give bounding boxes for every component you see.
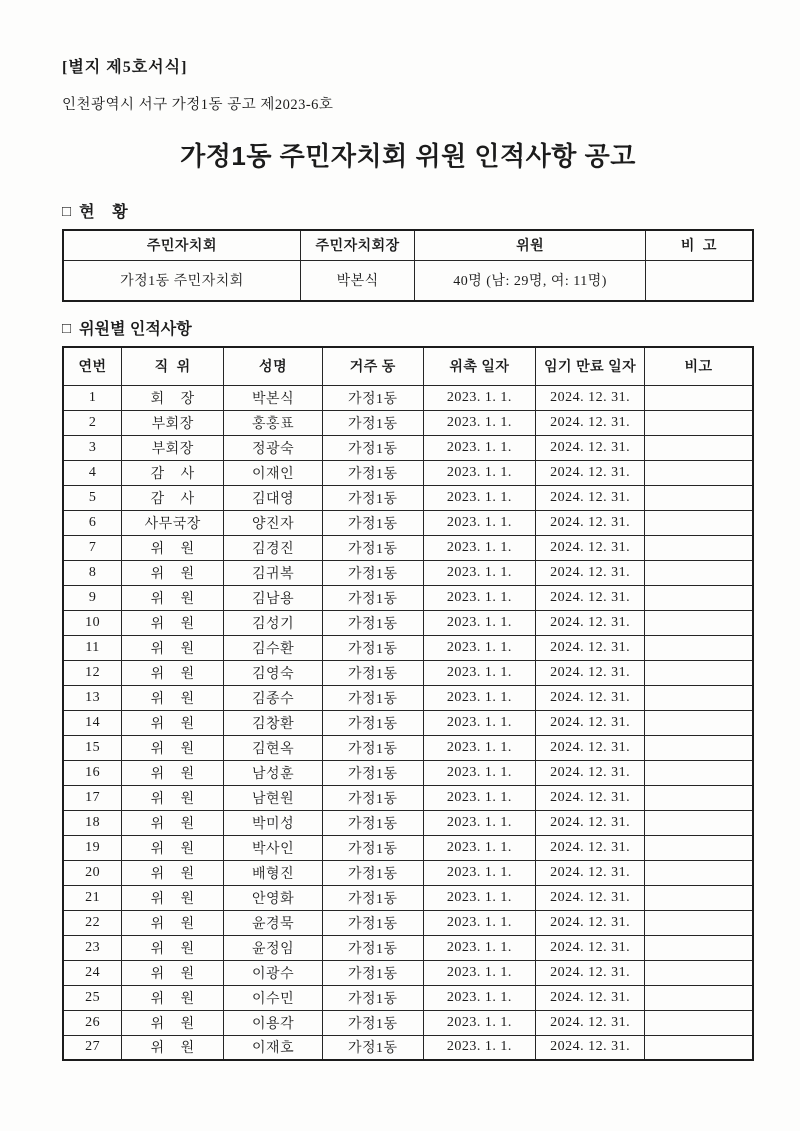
table-row <box>63 885 753 910</box>
table-row <box>63 385 753 410</box>
column-header: 비 고 <box>645 230 753 260</box>
table-row <box>63 435 753 460</box>
table-cell: 위 원 <box>122 535 224 560</box>
table-cell: 가정1동 <box>322 585 423 610</box>
table-cell: 2023. 1. 1. <box>423 635 535 660</box>
table-cell: 가정1동 <box>322 860 423 885</box>
table-cell: 2023. 1. 1. <box>423 485 535 510</box>
table-cell <box>645 885 753 910</box>
table-cell: 김성기 <box>224 610 323 635</box>
table-cell <box>645 985 753 1010</box>
column-header: 임기 만료 일자 <box>536 347 645 385</box>
table-row <box>63 610 753 635</box>
table-cell: 위 원 <box>122 835 224 860</box>
table-cell <box>645 635 753 660</box>
table-cell: 배형진 <box>224 860 323 885</box>
table-cell: 2023. 1. 1. <box>423 785 535 810</box>
table-cell: 감 사 <box>122 460 224 485</box>
table-cell: 위 원 <box>122 735 224 760</box>
table-cell: 위 원 <box>122 685 224 710</box>
table-cell <box>645 1010 753 1035</box>
table-cell: 2024. 12. 31. <box>536 835 645 860</box>
table-cell: 가정1동 <box>322 910 423 935</box>
table-cell: 3 <box>63 435 122 460</box>
table-row <box>63 960 753 985</box>
table-cell: 2 <box>63 410 122 435</box>
table-cell: 김현옥 <box>224 735 323 760</box>
table-row <box>63 485 753 510</box>
table-cell: 2023. 1. 1. <box>423 935 535 960</box>
table-cell: 위 원 <box>122 935 224 960</box>
table-cell: 4 <box>63 460 122 485</box>
table-cell: 양진자 <box>224 510 323 535</box>
table-cell <box>645 385 753 410</box>
table-cell: 가정1동 주민자치회 <box>63 260 300 301</box>
table-cell: 위 원 <box>122 585 224 610</box>
table-cell <box>645 535 753 560</box>
status-table-header-row <box>63 230 753 260</box>
table-cell: 2024. 12. 31. <box>536 385 645 410</box>
table-cell: 가정1동 <box>322 660 423 685</box>
members-table <box>62 346 754 1061</box>
table-row <box>63 710 753 735</box>
table-cell: 2023. 1. 1. <box>423 660 535 685</box>
table-cell: 2024. 12. 31. <box>536 935 645 960</box>
table-cell: 사무국장 <box>122 510 224 535</box>
table-cell: 2023. 1. 1. <box>423 910 535 935</box>
table-cell <box>645 460 753 485</box>
table-cell: 2024. 12. 31. <box>536 760 645 785</box>
table-cell: 2024. 12. 31. <box>536 860 645 885</box>
table-cell: 12 <box>63 660 122 685</box>
table-cell: 13 <box>63 685 122 710</box>
table-cell: 김수환 <box>224 635 323 660</box>
table-cell: 2024. 12. 31. <box>536 785 645 810</box>
table-cell: 회 장 <box>122 385 224 410</box>
table-cell: 40명 (남: 29명, 여: 11명) <box>415 260 645 301</box>
table-cell <box>645 685 753 710</box>
table-cell: 가정1동 <box>322 760 423 785</box>
table-cell <box>645 585 753 610</box>
table-cell: 김대영 <box>224 485 323 510</box>
table-cell: 박미성 <box>224 810 323 835</box>
table-cell: 가정1동 <box>322 1035 423 1060</box>
table-cell: 2023. 1. 1. <box>423 560 535 585</box>
table-cell: 가정1동 <box>322 885 423 910</box>
table-cell: 이용각 <box>224 1010 323 1035</box>
table-cell: 2023. 1. 1. <box>423 860 535 885</box>
table-cell: 가정1동 <box>322 935 423 960</box>
table-row <box>63 460 753 485</box>
table-cell: 박본식 <box>224 385 323 410</box>
table-cell: 2024. 12. 31. <box>536 810 645 835</box>
table-cell: 가정1동 <box>322 685 423 710</box>
table-cell <box>645 835 753 860</box>
table-cell: 정광숙 <box>224 435 323 460</box>
table-row <box>63 910 753 935</box>
table-cell: 위 원 <box>122 560 224 585</box>
table-cell <box>645 610 753 635</box>
table-cell: 14 <box>63 710 122 735</box>
table-cell: 가정1동 <box>322 460 423 485</box>
table-row <box>63 685 753 710</box>
table-cell: 2024. 12. 31. <box>536 510 645 535</box>
table-cell: 위 원 <box>122 985 224 1010</box>
table-cell: 2023. 1. 1. <box>423 460 535 485</box>
table-cell: 2023. 1. 1. <box>423 960 535 985</box>
table-cell: 2023. 1. 1. <box>423 535 535 560</box>
table-cell: 가정1동 <box>322 610 423 635</box>
table-cell <box>645 735 753 760</box>
table-cell: 위 원 <box>122 760 224 785</box>
table-cell: 2024. 12. 31. <box>536 710 645 735</box>
square-bullet-icon: □ <box>62 320 72 337</box>
table-row <box>63 860 753 885</box>
table-cell: 안영화 <box>224 885 323 910</box>
table-cell <box>645 660 753 685</box>
table-cell: 24 <box>63 960 122 985</box>
table-row <box>63 535 753 560</box>
table-cell: 위 원 <box>122 1035 224 1060</box>
table-cell: 박본식 <box>300 260 415 301</box>
table-cell: 1 <box>63 385 122 410</box>
table-cell: 2023. 1. 1. <box>423 385 535 410</box>
table-cell: 26 <box>63 1010 122 1035</box>
table-row <box>63 1035 753 1060</box>
table-cell: 김남용 <box>224 585 323 610</box>
table-cell: 가정1동 <box>322 835 423 860</box>
table-cell: 가정1동 <box>322 735 423 760</box>
table-cell: 15 <box>63 735 122 760</box>
table-cell: 2024. 12. 31. <box>536 885 645 910</box>
form-reference-label: [별지 제5호서식] <box>62 59 188 76</box>
table-cell: 2024. 12. 31. <box>536 560 645 585</box>
status-table <box>62 229 754 302</box>
section-members-heading <box>62 316 754 339</box>
table-cell: 21 <box>63 885 122 910</box>
table-cell: 이재인 <box>224 460 323 485</box>
column-header: 직 위 <box>122 347 224 385</box>
table-cell: 위 원 <box>122 910 224 935</box>
table-cell: 2023. 1. 1. <box>423 685 535 710</box>
table-row <box>63 985 753 1010</box>
table-cell <box>645 710 753 735</box>
table-cell: 김창환 <box>224 710 323 735</box>
table-cell: 2023. 1. 1. <box>423 710 535 735</box>
table-cell: 8 <box>63 560 122 585</box>
table-cell: 2023. 1. 1. <box>423 610 535 635</box>
table-cell: 2024. 12. 31. <box>536 535 645 560</box>
table-cell: 위 원 <box>122 785 224 810</box>
table-cell: 6 <box>63 510 122 535</box>
table-cell: 2024. 12. 31. <box>536 610 645 635</box>
table-cell: 18 <box>63 810 122 835</box>
table-cell: 윤경묵 <box>224 910 323 935</box>
table-cell: 2024. 12. 31. <box>536 910 645 935</box>
column-header: 성명 <box>224 347 323 385</box>
table-cell: 부회장 <box>122 410 224 435</box>
table-cell <box>645 785 753 810</box>
table-row <box>63 585 753 610</box>
table-row <box>63 760 753 785</box>
table-row <box>63 560 753 585</box>
table-cell: 2023. 1. 1. <box>423 1010 535 1035</box>
table-cell <box>645 760 753 785</box>
table-cell: 위 원 <box>122 710 224 735</box>
table-cell: 위 원 <box>122 660 224 685</box>
table-cell: 위 원 <box>122 960 224 985</box>
section-members-label: 위원별 인적사항 <box>79 321 192 338</box>
members-table-header-row <box>63 347 753 385</box>
table-cell: 위 원 <box>122 1010 224 1035</box>
table-cell: 가정1동 <box>322 435 423 460</box>
table-cell: 2023. 1. 1. <box>423 1035 535 1060</box>
table-row <box>63 785 753 810</box>
table-cell: 2024. 12. 31. <box>536 1010 645 1035</box>
table-cell: 이광수 <box>224 960 323 985</box>
column-header: 주민자치회장 <box>300 230 415 260</box>
table-cell: 가정1동 <box>322 535 423 560</box>
table-cell: 가정1동 <box>322 635 423 660</box>
table-cell <box>645 560 753 585</box>
table-cell: 2024. 12. 31. <box>536 1035 645 1060</box>
table-cell: 2023. 1. 1. <box>423 885 535 910</box>
table-cell: 2024. 12. 31. <box>536 635 645 660</box>
table-cell <box>645 260 753 301</box>
column-header: 위촉 일자 <box>423 347 535 385</box>
table-cell: 이재호 <box>224 1035 323 1060</box>
table-cell <box>645 485 753 510</box>
table-cell: 가정1동 <box>322 485 423 510</box>
table-cell <box>645 935 753 960</box>
table-row <box>63 935 753 960</box>
table-row <box>63 510 753 535</box>
table-cell: 위 원 <box>122 885 224 910</box>
table-cell <box>645 410 753 435</box>
table-cell: 가정1동 <box>322 385 423 410</box>
table-cell: 김경진 <box>224 535 323 560</box>
column-header: 연번 <box>63 347 122 385</box>
section-status-heading <box>62 199 754 222</box>
table-cell: 2023. 1. 1. <box>423 510 535 535</box>
column-header: 위원 <box>415 230 645 260</box>
table-cell: 27 <box>63 1035 122 1060</box>
table-cell <box>645 1035 753 1060</box>
table-cell: 25 <box>63 985 122 1010</box>
table-cell: 2023. 1. 1. <box>423 735 535 760</box>
table-cell: 2023. 1. 1. <box>423 985 535 1010</box>
table-cell: 17 <box>63 785 122 810</box>
table-cell: 위 원 <box>122 860 224 885</box>
table-cell: 김종수 <box>224 685 323 710</box>
table-cell: 2024. 12. 31. <box>536 985 645 1010</box>
table-row <box>63 260 753 301</box>
table-cell: 박사인 <box>224 835 323 860</box>
table-cell: 20 <box>63 860 122 885</box>
table-row <box>63 410 753 435</box>
table-cell: 가정1동 <box>322 560 423 585</box>
table-row <box>63 660 753 685</box>
table-cell: 7 <box>63 535 122 560</box>
table-cell <box>645 910 753 935</box>
table-cell: 감 사 <box>122 485 224 510</box>
table-cell: 김영숙 <box>224 660 323 685</box>
table-cell: 22 <box>63 910 122 935</box>
table-cell: 가정1동 <box>322 810 423 835</box>
table-cell: 부회장 <box>122 435 224 460</box>
table-cell: 2023. 1. 1. <box>423 810 535 835</box>
table-cell: 9 <box>63 585 122 610</box>
table-cell: 가정1동 <box>322 785 423 810</box>
table-cell: 2024. 12. 31. <box>536 435 645 460</box>
table-cell: 가정1동 <box>322 960 423 985</box>
column-header: 주민자치회 <box>63 230 300 260</box>
table-cell: 위 원 <box>122 810 224 835</box>
table-cell: 위 원 <box>122 635 224 660</box>
table-cell: 2023. 1. 1. <box>423 410 535 435</box>
table-cell: 2024. 12. 31. <box>536 485 645 510</box>
table-cell: 11 <box>63 635 122 660</box>
table-cell <box>645 435 753 460</box>
table-cell: 가정1동 <box>322 410 423 435</box>
table-cell: 23 <box>63 935 122 960</box>
page-title: 가정1동 주민자치회 위원 인적사항 공고 <box>180 141 636 171</box>
table-row <box>63 835 753 860</box>
column-header: 거주 동 <box>322 347 423 385</box>
table-cell: 2024. 12. 31. <box>536 735 645 760</box>
section-status-label: 현 황 <box>79 204 128 221</box>
table-cell: 위 원 <box>122 610 224 635</box>
table-cell: 16 <box>63 760 122 785</box>
table-cell: 2023. 1. 1. <box>423 760 535 785</box>
table-row <box>63 1010 753 1035</box>
table-cell: 10 <box>63 610 122 635</box>
table-cell: 홍홍표 <box>224 410 323 435</box>
table-cell: 2024. 12. 31. <box>536 960 645 985</box>
table-row <box>63 810 753 835</box>
table-cell: 2024. 12. 31. <box>536 660 645 685</box>
notice-number: 인천광역시 서구 가정1동 공고 제2023-6호 <box>62 97 334 113</box>
table-cell: 2024. 12. 31. <box>536 585 645 610</box>
table-row <box>63 635 753 660</box>
table-cell <box>645 510 753 535</box>
table-cell: 김귀복 <box>224 560 323 585</box>
table-cell: 2024. 12. 31. <box>536 410 645 435</box>
table-cell: 이수민 <box>224 985 323 1010</box>
table-cell: 19 <box>63 835 122 860</box>
table-cell: 남현원 <box>224 785 323 810</box>
table-cell: 윤정임 <box>224 935 323 960</box>
table-cell: 가정1동 <box>322 985 423 1010</box>
table-cell: 가정1동 <box>322 710 423 735</box>
table-cell: 가정1동 <box>322 1010 423 1035</box>
table-cell <box>645 860 753 885</box>
square-bullet-icon: □ <box>62 203 72 220</box>
table-cell: 2024. 12. 31. <box>536 460 645 485</box>
table-cell: 2023. 1. 1. <box>423 585 535 610</box>
table-cell: 2023. 1. 1. <box>423 835 535 860</box>
table-row <box>63 735 753 760</box>
table-cell: 가정1동 <box>322 510 423 535</box>
table-cell: 2024. 12. 31. <box>536 685 645 710</box>
table-cell <box>645 960 753 985</box>
table-cell: 남성훈 <box>224 760 323 785</box>
table-cell <box>645 810 753 835</box>
table-cell: 2023. 1. 1. <box>423 435 535 460</box>
column-header: 비고 <box>645 347 753 385</box>
table-cell: 5 <box>63 485 122 510</box>
